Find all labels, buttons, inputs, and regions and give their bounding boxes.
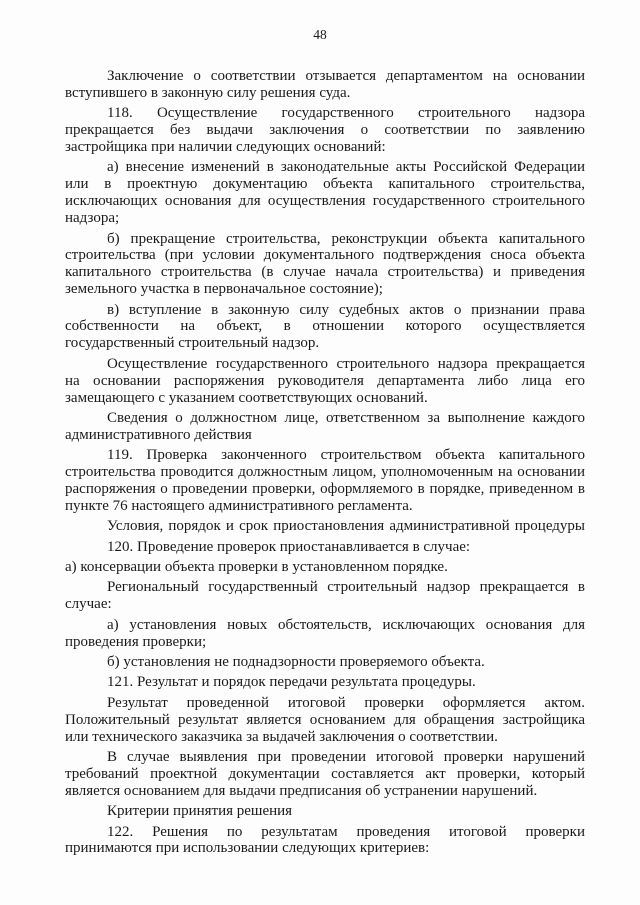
text-line: капитального строительства (в случае начала строительства) и приведения bbox=[65, 264, 585, 281]
text-line: административного действия bbox=[65, 426, 252, 443]
text-line: 121. Результат и порядок передачи результата процедуры. bbox=[107, 674, 476, 691]
text-line: Осуществление государственного строительного надзора прекращается bbox=[107, 355, 585, 372]
text-line: распоряжения о проведении проверки, оформляемого в порядке, приведенном в bbox=[65, 480, 585, 497]
text-line: требований проектной документации составляется акт проверки, который bbox=[65, 765, 585, 782]
text-line: принимаются при использовании следующих критериев: bbox=[65, 840, 430, 857]
text-line: является основанием для выдачи предписания об устранении нарушений. bbox=[65, 782, 538, 799]
text-line: исключающих основания для осуществления государственного строительного bbox=[65, 193, 585, 210]
text-line: случае: bbox=[65, 596, 112, 613]
text-line: в) вступление в законную силу судебных актов о признании права bbox=[107, 301, 585, 318]
text-line: или технического заказчика за выдачей заключения о соответствии. bbox=[65, 728, 498, 745]
text-line: собственности на объект, в отношении которого осуществляется bbox=[65, 318, 585, 335]
text-line: 118. Осуществление государственного строительного надзора bbox=[107, 105, 585, 122]
text-line: а) установления новых обстоятельств, исключающих основания для bbox=[107, 616, 585, 633]
text-line: на основании распоряжения руководителя департамента либо лица его bbox=[65, 372, 585, 389]
text-line: В случае выявления при проведении итоговой проверки нарушений bbox=[107, 748, 585, 765]
text-line: 120. Проведение проверок приостанавливается в случае: bbox=[107, 538, 471, 555]
text-line: Результат проведенной итоговой проверки оформляется актом. bbox=[107, 694, 585, 711]
body-text bbox=[65, 68, 585, 857]
text-line: застройщика при наличии следующих оснований: bbox=[65, 139, 386, 156]
text-line: надзора; bbox=[65, 210, 120, 227]
text-line: государственный строительный надзор. bbox=[65, 335, 320, 352]
text-line: б) установления не поднадзорности проверяемого объекта. bbox=[107, 654, 485, 670]
text-line: а) консервации объекта проверки в установленном порядке. bbox=[65, 559, 448, 576]
page-number: 48 bbox=[313, 27, 327, 42]
text-line: Заключение о соответствии отзывается департаментом на основании bbox=[107, 68, 585, 84]
text-line: строительства (при условии документального подтверждения сноса объекта bbox=[65, 247, 585, 264]
text-line: строительства проводится должностным лицом, уполномоченным на основании bbox=[65, 464, 585, 481]
text-line: Положительный результат является основанием для обращения застройщика bbox=[65, 711, 585, 728]
text-line: вступившего в законную силу решения суда. bbox=[65, 84, 351, 101]
text-line: Сведения о должностном лице, ответственном за выполнение каждого bbox=[107, 409, 585, 426]
text-line: или в проектную документацию объекта капитального строительства, bbox=[65, 176, 585, 193]
text-line: Условия, порядок и срок приостановления административной процедуры bbox=[107, 518, 585, 535]
text-line: замещающего с указанием соответствующих оснований. bbox=[65, 389, 428, 406]
text-line: Критерии принятия решения bbox=[107, 803, 293, 820]
text-line: пункте 76 настоящего административного регламента. bbox=[65, 497, 413, 514]
text-line: 122. Решения по результатам проведения итоговой проверки bbox=[107, 823, 585, 840]
text-line: Региональный государственный строительный надзор прекращается в bbox=[107, 579, 585, 596]
text-line: земельного участка в первоначальное состояние); bbox=[65, 281, 383, 298]
text-line: прекращается без выдачи заключения о соответствии по заявлению bbox=[65, 122, 585, 139]
text-line: б) прекращение строительства, реконструкции объекта капитального bbox=[107, 230, 585, 247]
text-line: 119. Проверка законченного строительством объекта капитального bbox=[107, 447, 585, 464]
text-line: проведения проверки; bbox=[65, 633, 207, 650]
text-line: а) внесение изменений в законодательные акты Российской Федерации bbox=[107, 159, 585, 176]
